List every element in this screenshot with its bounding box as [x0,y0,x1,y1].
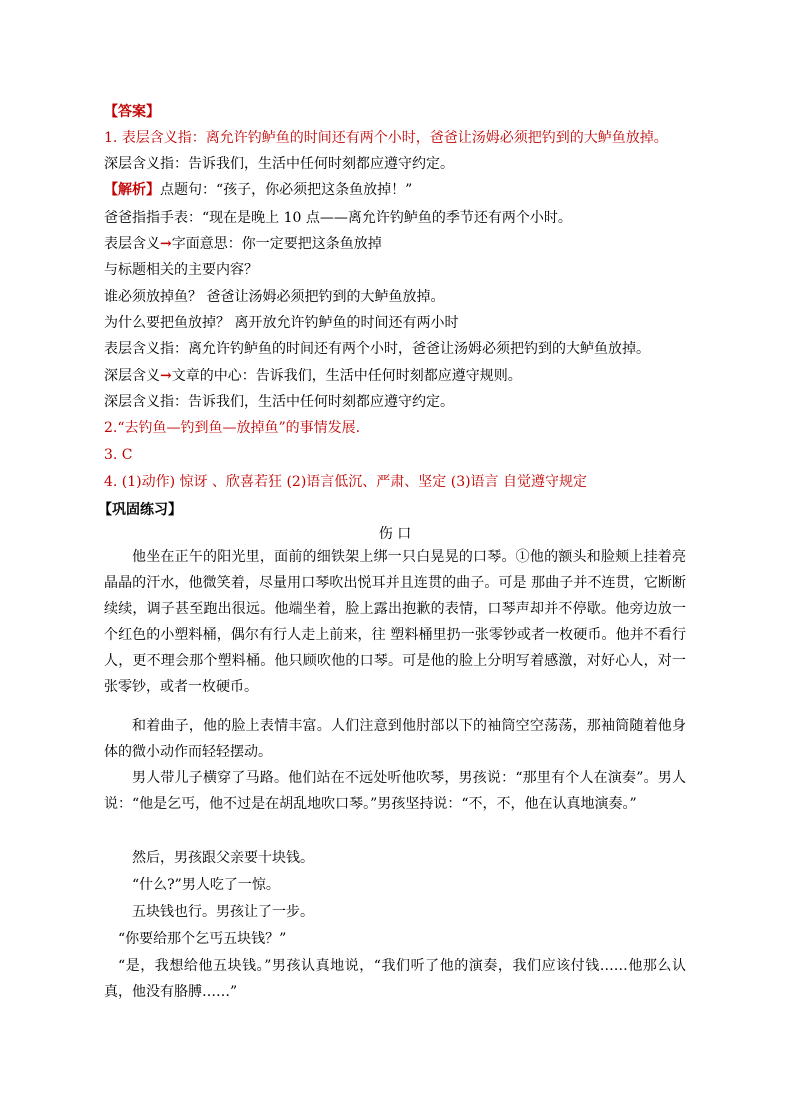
analysis-line-7: 表层含义指：离允许钓鲈鱼的时间还有两个小时，爸爸让汤姆必须把钓到的大鲈鱼放掉。 [104,341,650,357]
analysis-line-1 [104,180,412,200]
answer-1-line-2: 深层含义指：告诉我们，生活中任何时刻都应遵守约定。 [104,156,454,172]
passage-paragraph-8: “是，我想给他五块钱。”男孩认真地说，“我们听了他的演奏，我们应该付钱……他那么认真，他没有胳膊……” [104,958,686,1000]
analysis-line-9: 深层含义指：告诉我们，生活中任何时刻都应遵守约定。 [104,394,454,410]
analysis-l3-text: 字面意思：你一定要把这条鱼放掉 [171,236,382,252]
analysis-l8-label: 深层含义 [104,368,160,384]
passage-paragraph-1: 他坐在正午的阳光里，面前的细铁架上绑一只白晃晃的口琴。①他的额头和脸颊上挂着亮晶晶的汗水，他微笑着，尽量用口琴吹出悦耳并且连贯的曲子。可是 那曲子并不连贯，它断断续续，调子甚至跑出很远。他端坐着，脸上露出抱歉的表情，口琴声却并不停歇。他旁边放一个红色的小塑料桶，偶尔有行人走上前来，往 塑料桶里扔一张零钞或者一枚硬币。他并不看行人，更不理会那个塑料桶。他只顾吹他的口琴。可是他的脸上分明写着感激，对好心人，对一张零钞，或者一枚硬币。 [104,549,686,695]
passage-paragraph-6: 五块钱也行。男孩让了一步。 [132,904,314,920]
answer-header: 【答案】 [104,104,160,120]
passage-paragraph-7: “你要给那个乞丐五块钱？” [118,931,287,947]
passage-paragraph-2: 和着曲子，他的脸上表情丰富。人们注意到他肘部以下的袖筒空空荡荡，那袖筒随着他身体的微小动作而轻轻摆动。 [104,718,686,760]
analysis-line-2: 爸爸指指手表：“现在是晚上 10 点——离允许钓鲈鱼的季节还有两个小时。 [104,210,572,226]
answer-3: 3. C [104,447,133,463]
practice-header: 【巩固练习】 [98,502,182,518]
passage-paragraph-5: “什么?”男人吃了一惊。 [132,877,280,893]
arrow-icon: → [160,236,172,252]
analysis-line-3 [104,234,382,254]
analysis-line-8 [104,366,522,386]
analysis-l8-text: 文章的中心：告诉我们，生活中任何时刻都应遵守规则。 [171,368,522,384]
analysis-line-4: 与标题相关的主要内容？ [104,262,258,278]
passage-paragraph-4: 然后，男孩跟父亲要十块钱。 [132,850,314,866]
answer-4: 4. (1)动作) 惊讶 、欣喜若狂 (2)语言低沉、严肃、坚定 (3)语言 自觉遵守规定 [104,474,588,490]
analysis-line-5: 谁必须放掉鱼？ 爸爸让汤姆必须把钓到的大鲈鱼放掉。 [104,289,445,305]
passage-paragraph-3: 男人带儿子横穿了马路。他们站在不远处听他吹琴，男孩说：“那里有个人在演奏”。男人说：“他是乞丐，他不过是在胡乱地吹口琴。”男孩坚持说：“不，不，他在认真地演奏。” [104,770,686,812]
answer-1-line-1: 1. 表层含义指：离允许钓鲈鱼的时间还有两个小时，爸爸让汤姆必须把钓到的大鲈鱼放掉。 [104,130,668,146]
answer-2: 2.“去钓鱼—钓到鱼—放掉鱼”的事情发展. [104,420,361,436]
arrow-icon: → [160,368,172,384]
analysis-text: 点题句：“孩子，你必须把这条鱼放掉！” [160,182,413,198]
analysis-l3-label: 表层含义 [104,236,160,252]
analysis-tag: 【解析】 [104,182,160,198]
passage-title: 伤 口 [378,526,412,542]
analysis-line-6: 为什么要把鱼放掉？ 离开放允许钓鲈鱼的时间还有两小时 [104,315,459,331]
